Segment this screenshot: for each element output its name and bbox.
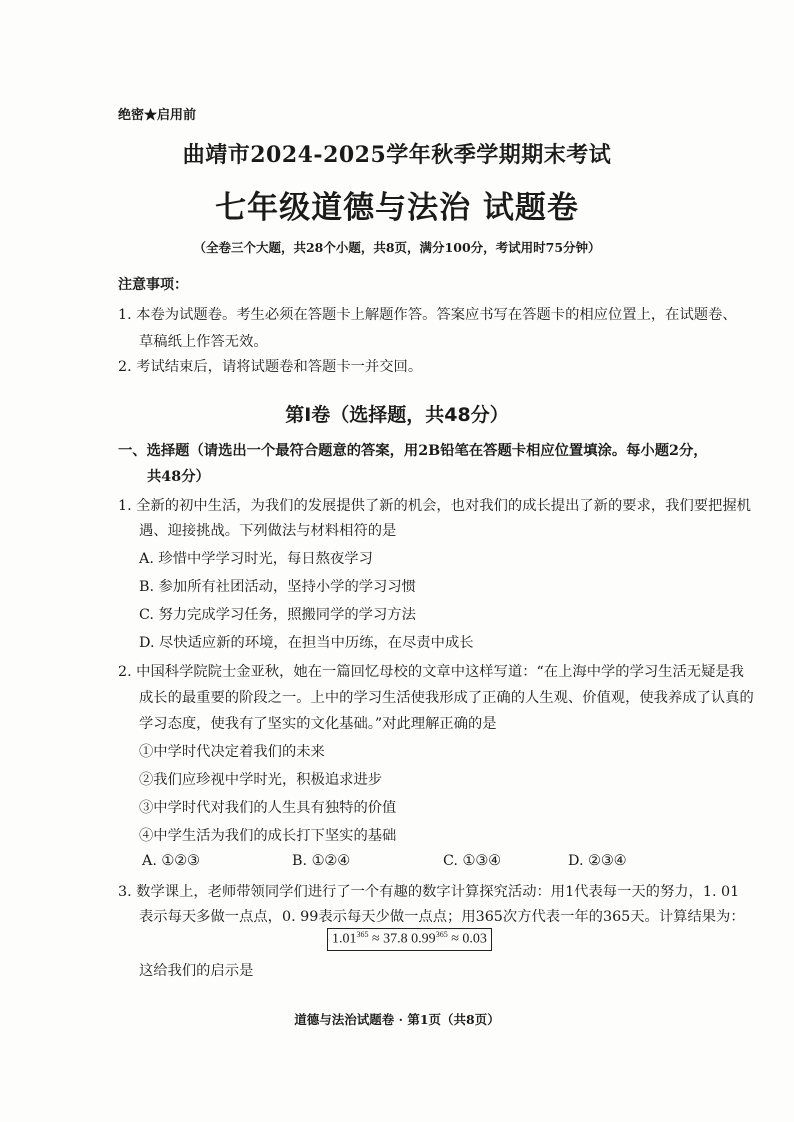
q2-statement-3: ③中学时代对我们的人生具有独特的价值 <box>139 800 397 816</box>
q2-statement-2: ②我们应珍视中学时光，积极追求进步 <box>139 772 383 788</box>
question-2-cont2: 学习态度，使我有了坚实的文化基础。”对此理解正确的是 <box>139 716 497 732</box>
q1-option-b: B. 参加所有社团活动，坚持小学的学习习惯 <box>139 579 416 595</box>
question-2-cont1: 成长的最重要的阶段之一。上中的学习生活使我形成了正确的人生观、价值观，使我养成了认真的 <box>139 690 754 706</box>
formula-middle: ≈ 37.8 0.99 <box>368 931 436 947</box>
question-3: 3. 数学课上，老师带领同学们进行了一个有趣的数字计算探究活动：用1代表每一天的努力，1. 01 <box>118 884 740 900</box>
question-1: 1. 全新的初中生活，为我们的发展提供了新的机会，也对我们的成长提出了新的要求，我们要把握机 <box>118 498 751 514</box>
paper-title: 七年级道德与法治 试题卷 <box>215 190 579 226</box>
exam-title: 曲靖市2024-2025学年秋季学期期末考试 <box>182 142 612 168</box>
q2-option-a: A. ①②③ <box>142 853 200 869</box>
q1-option-d: D. 尽快适应新的环境，在担当中历练，在尽责中成长 <box>139 635 474 651</box>
notice-item-2: 2. 考试结束后，请将试题卷和答题卡一并交回。 <box>118 359 423 375</box>
q1-option-c: C. 努力完成学习任务，照搬同学的学习方法 <box>139 607 416 623</box>
q2-option-c: C. ①③④ <box>443 853 501 869</box>
notice-item-1-cont: 草稿纸上作答无效。 <box>139 334 268 350</box>
question-1-cont: 遇、迎接挑战。下列做法与材料相符的是 <box>139 523 397 539</box>
q1-option-a: A. 珍惜中学学习时光，每日熬夜学习 <box>139 551 373 567</box>
notice-heading: 注意事项： <box>118 277 188 293</box>
formula-exponent-2: 365 <box>435 930 448 939</box>
part-heading: 一、选择题（请选出一个最符合题意的答案，用2B铅笔在答题卡相应位置填涂。每小题2分， <box>118 443 708 459</box>
formula-box <box>327 928 492 951</box>
exam-info: （全卷三个大题，共28个小题，共8页，满分100分，考试用时75分钟） <box>193 240 601 255</box>
section-title: 第Ⅰ卷（选择题，共48分） <box>285 404 509 426</box>
part-heading-cont: 共48分） <box>147 469 210 485</box>
confidential-label: 绝密★启用前 <box>118 108 197 123</box>
page-footer: 道德与法治试题卷 · 第1页（共8页） <box>294 1012 500 1027</box>
formula-base-1: 1.01 <box>332 931 357 947</box>
q2-option-b: B. ①②④ <box>292 853 351 869</box>
question-3-cont: 表示每天多做一点点，0. 99表示每天少做一点点；用365次方代表一年的365天。计算结果为： <box>139 909 745 925</box>
notice-item-1: 1. 本卷为试题卷。考生必须在答题卡上解题作答。答案应书写在答题卡的相应位置上，在试题卷、 <box>118 307 737 323</box>
q2-option-d: D. ②③④ <box>568 853 627 869</box>
q2-statement-1: ①中学时代决定着我们的未来 <box>139 744 325 760</box>
q2-statement-4: ④中学生活为我们的成长打下坚实的基础 <box>139 828 397 844</box>
formula-end: ≈ 0.03 <box>447 931 487 947</box>
question-3-prompt: 这给我们的启示是 <box>139 963 254 979</box>
question-2: 2. 中国科学院院士金亚秋，她在一篇回忆母校的文章中这样写道：“在上海中学的学习生活无疑是我 <box>118 664 744 680</box>
formula-exponent-1: 365 <box>356 930 369 939</box>
